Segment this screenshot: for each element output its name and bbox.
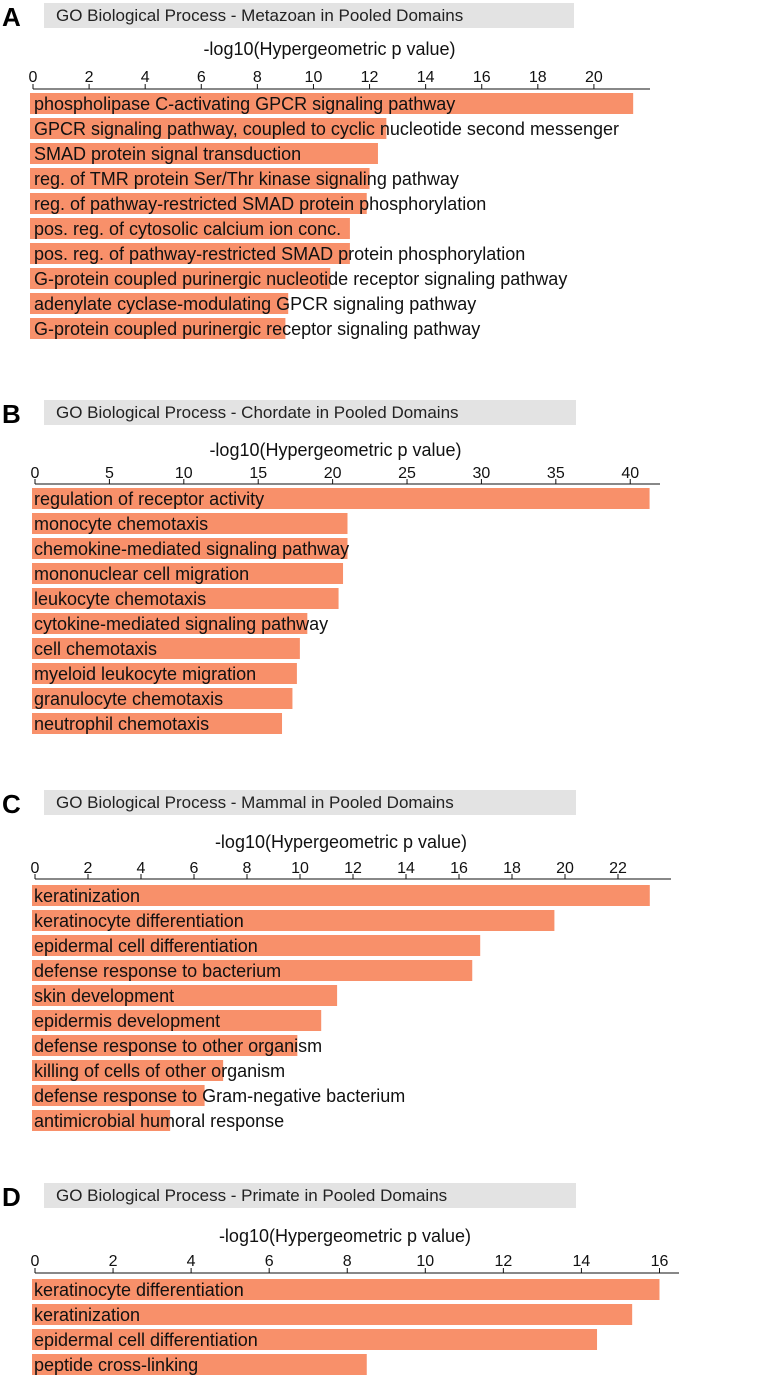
bar-label: keratinization xyxy=(34,886,141,906)
bar-label: defense response to other organism xyxy=(34,1036,323,1056)
x-tick-label: 30 xyxy=(472,465,491,482)
x-axis-label: -log10(Hypergeometric p value) xyxy=(214,832,468,852)
bar-label: neutrophil chemotaxis xyxy=(34,714,210,734)
x-axis-label: -log10(Hypergeometric p value) xyxy=(209,440,462,460)
x-axis-label: -log10(Hypergeometric p value) xyxy=(218,1226,472,1246)
bar-label: G-protein coupled purinergic nucleotide receptor signaling pathway xyxy=(34,269,568,289)
x-tick-label: 4 xyxy=(136,860,146,877)
x-tick-label: 6 xyxy=(264,1253,274,1270)
x-tick-label: 16 xyxy=(450,860,468,877)
panel-letter: D xyxy=(2,1182,21,1212)
x-tick-label: 0 xyxy=(30,465,40,482)
x-tick-label: 14 xyxy=(397,860,415,877)
x-tick-label: 20 xyxy=(323,465,342,482)
bar-label: phospholipase C-activating GPCR signaling pathway xyxy=(34,94,456,114)
x-tick-label: 12 xyxy=(344,860,362,877)
chart-title: GO Biological Process - Mammal in Pooled Domains xyxy=(56,793,454,812)
x-tick-label: 6 xyxy=(196,69,206,86)
bar-label: defense response to Gram-negative bacterium xyxy=(34,1086,406,1106)
x-tick-label: 15 xyxy=(249,465,268,482)
bar-label: keratinocyte differentiation xyxy=(34,1280,244,1300)
x-tick-label: 4 xyxy=(140,69,150,86)
bar-label: keratinization xyxy=(34,1305,141,1325)
bar-label: reg. of TMR protein Ser/Thr kinase signaling pathway xyxy=(34,169,459,189)
bar-label: skin development xyxy=(34,986,175,1006)
chart-title: GO Biological Process - Metazoan in Pooled Domains xyxy=(56,6,464,25)
bar-label: chemokine-mediated signaling pathway xyxy=(34,539,350,559)
bar-label: epidermal cell differentiation xyxy=(34,1330,258,1350)
x-tick-label: 4 xyxy=(186,1253,196,1270)
bar-label: regulation of receptor activity xyxy=(34,489,265,509)
bar-label: GPCR signaling pathway, coupled to cyclic nucleotide second messenger xyxy=(34,119,619,139)
x-tick-label: 5 xyxy=(104,465,114,482)
x-tick-label: 0 xyxy=(30,1253,40,1270)
x-tick-label: 18 xyxy=(528,69,547,86)
x-tick-label: 0 xyxy=(28,69,38,86)
panel-letter: C xyxy=(2,789,21,819)
bar-label: epidermal cell differentiation xyxy=(34,936,258,956)
bar-label: mononuclear cell migration xyxy=(34,564,250,584)
bar-label: cell chemotaxis xyxy=(34,639,158,659)
x-tick-label: 12 xyxy=(494,1253,513,1270)
chart-title: GO Biological Process - Primate in Pooled Domains xyxy=(56,1186,448,1205)
bar-label: leukocyte chemotaxis xyxy=(34,589,207,609)
x-axis-label: -log10(Hypergeometric p value) xyxy=(203,39,456,59)
bar-label: granulocyte chemotaxis xyxy=(34,689,224,709)
x-tick-label: 8 xyxy=(342,1253,352,1270)
x-tick-label: 10 xyxy=(304,69,323,86)
x-tick-label: 35 xyxy=(546,465,565,482)
bar-label: killing of cells of other organism xyxy=(34,1061,286,1081)
x-tick-label: 16 xyxy=(472,69,491,86)
x-tick-label: 6 xyxy=(189,860,199,877)
x-tick-label: 0 xyxy=(30,860,40,877)
x-tick-label: 2 xyxy=(108,1253,118,1270)
x-tick-label: 16 xyxy=(650,1253,669,1270)
x-tick-label: 40 xyxy=(621,465,640,482)
bar-label: pos. reg. of pathway-restricted SMAD protein phosphorylation xyxy=(34,244,526,264)
x-tick-label: 10 xyxy=(291,860,309,877)
bar-label: antimicrobial humoral response xyxy=(34,1111,285,1131)
x-tick-label: 20 xyxy=(556,860,574,877)
bar-label: peptide cross-linking xyxy=(34,1355,199,1375)
panel-letter: B xyxy=(2,399,21,429)
bar-label: reg. of pathway-restricted SMAD protein phosphorylation xyxy=(34,194,487,214)
x-tick-label: 25 xyxy=(398,465,416,482)
bar-label: keratinocyte differentiation xyxy=(34,911,244,931)
x-tick-label: 2 xyxy=(84,69,94,86)
bar-label: pos. reg. of cytosolic calcium ion conc. xyxy=(34,219,342,239)
panel-letter: A xyxy=(2,2,21,32)
x-tick-label: 20 xyxy=(585,69,603,86)
bar-label: cytokine-mediated signaling pathway xyxy=(34,614,329,634)
bar-label: adenylate cyclase-modulating GPCR signaling pathway xyxy=(34,294,477,314)
bar-label: defense response to bacterium xyxy=(34,961,282,981)
x-tick-label: 8 xyxy=(252,69,262,86)
x-tick-label: 10 xyxy=(416,1253,435,1270)
bar-label: monocyte chemotaxis xyxy=(34,514,209,534)
x-tick-label: 8 xyxy=(242,860,252,877)
bar-label: myeloid leukocyte migration xyxy=(34,664,257,684)
x-tick-label: 2 xyxy=(83,860,93,877)
bar-label: SMAD protein signal transduction xyxy=(34,144,302,164)
x-tick-label: 22 xyxy=(609,860,627,877)
bar-label: epidermis development xyxy=(34,1011,221,1031)
x-tick-label: 12 xyxy=(360,69,379,86)
bar-label: G-protein coupled purinergic receptor signaling pathway xyxy=(34,319,481,339)
x-tick-label: 18 xyxy=(503,860,521,877)
x-tick-label: 14 xyxy=(572,1253,591,1270)
chart-title: GO Biological Process - Chordate in Pooled Domains xyxy=(56,403,459,422)
x-tick-label: 14 xyxy=(416,69,435,86)
x-tick-label: 10 xyxy=(174,465,193,482)
